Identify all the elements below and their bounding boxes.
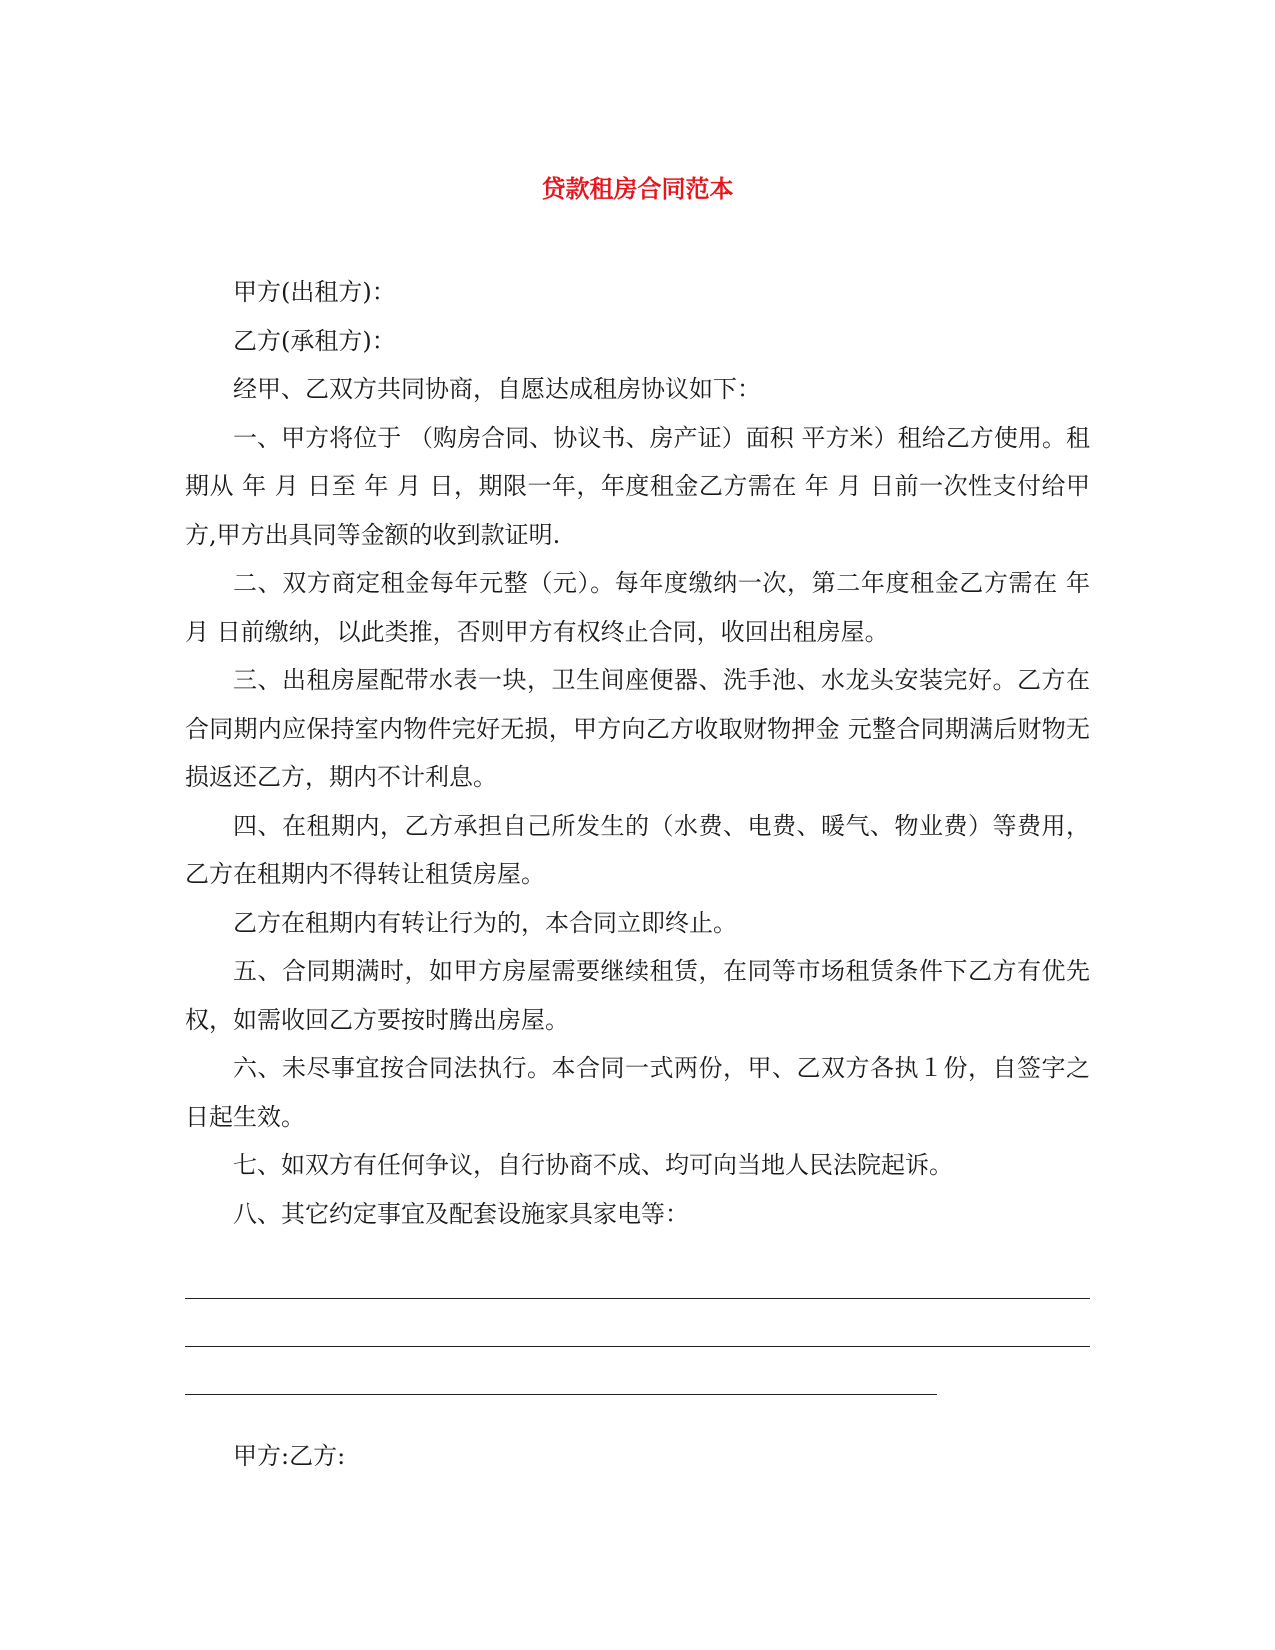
party-a-line: 甲方(出租方)： [233,278,396,306]
fill-in-line [185,1298,1090,1299]
contract-body [185,268,1090,1238]
fill-in-line [185,1346,1090,1347]
preamble-paragraph: 经甲、乙双方共同协商，自愿达成租房协议如下： [233,375,761,403]
clause-4: 四、在租期内，乙方承担自己所发生的（水费、电费、暖气、物业费）等费用，乙方在租期内不得转让租赁房屋。 [185,811,1090,888]
clause-4-note: 乙方在租期内有转让行为的，本合同立即终止。 [233,908,737,937]
signature-line: 甲方:乙方: [233,1442,346,1470]
document-title: 贷款租房合同范本 [541,174,734,203]
clause-7: 七、如双方有任何争议，自行协商不成、均可向当地人民法院起诉。 [233,1151,953,1179]
clause-6: 六、未尽事宜按合同法执行。本合同一式两份，甲、乙双方各执１份，自签字之日起生效。 [185,1054,1090,1131]
fill-in-line [185,1394,937,1395]
clause-3: 三、出租房屋配带水表一块，卫生间座便器、洗手池、水龙头安装完好。乙方在合同期内应保持室内物件完好无损，甲方向乙方收取财物押金 元整合同期满后财物无损返还乙方，期内不计利息。 [185,666,1090,791]
fill-in-lines [185,1298,1090,1442]
clause-2: 二、双方商定租金每年元整（元）。每年度缴纳一次，第二年度租金乙方需在 年 月 日前缴纳，以此类推，否则甲方有权终止合同，收回出租房屋。 [185,569,1090,646]
clause-8: 八、其它约定事宜及配套设施家具家电等： [233,1199,689,1228]
clause-1: 一、甲方将位于 （购房合同、协议书、房产证）面积 平方米）租给乙方使用。租期从 年 月 日至 年 月 日，期限一年，年度租金乙方需在 年 月 日前一次性支付给甲方,甲方出具同等金额的收到款证明. [185,423,1090,549]
party-b-line: 乙方(承租方)： [233,326,396,355]
clause-5: 五、合同期满时，如甲方房屋需要继续租赁，在同等市场租赁条件下乙方有优先权，如需收回乙方要按时腾出房屋。 [185,957,1090,1034]
